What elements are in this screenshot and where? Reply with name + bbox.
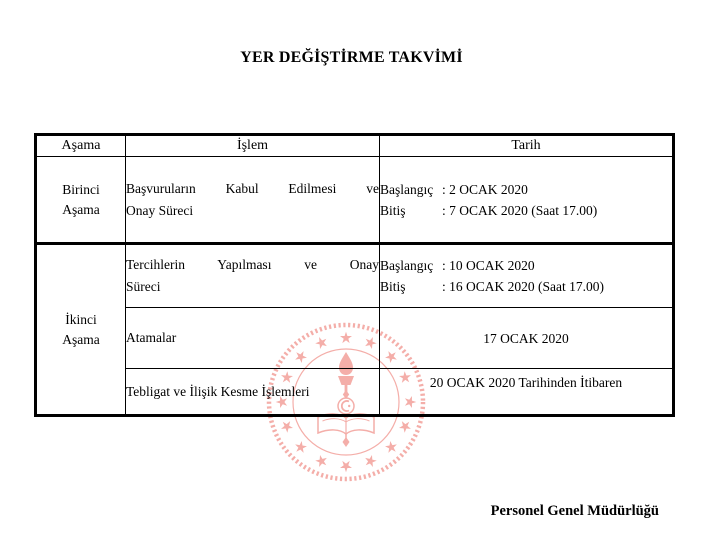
stage1-label-cell: [36, 157, 126, 244]
stage1-start-date: [380, 179, 672, 200]
date-label: Bitiş: [380, 279, 406, 294]
date-label: Başlangıç: [380, 181, 434, 197]
signature: Personel Genel Müdürlüğü: [490, 503, 659, 519]
date-label: Bitiş: [380, 202, 406, 218]
stage1-process-line1: Başvuruların Kabul Edilmesi ve: [126, 180, 379, 196]
date-value: 7 OCAK 2020 (Saat 17.00): [449, 202, 598, 218]
stage2-process1-line1: Tercihlerin Yapılması ve Onay: [126, 257, 379, 272]
stage1-label-line1: Birinci: [62, 181, 100, 197]
stage2-label-line1: İkinci: [65, 311, 97, 327]
date-value: 2 OCAK 2020: [449, 181, 528, 197]
date-separator: :: [442, 258, 446, 273]
column-header-stage: Aşama: [36, 135, 126, 157]
table-row-stage2-choices: [36, 244, 674, 308]
relocation-schedule-table: [34, 133, 675, 417]
date-separator: :: [442, 202, 446, 218]
table-row-stage1: [36, 157, 674, 244]
stage1-process-line2: Onay Süreci: [126, 202, 194, 218]
stage2-process-cell-1: [126, 244, 380, 308]
table-header-row: [36, 135, 674, 157]
date-value: 10 OCAK 2020: [449, 258, 535, 273]
stage2-label-cell: [36, 244, 126, 416]
page-title: YER DEĞİŞTİRME TAKVİMİ: [240, 49, 463, 66]
date-separator: :: [442, 181, 446, 197]
table-row-stage2-notification: [36, 369, 674, 416]
stage2-label-line2: Aşama: [62, 331, 100, 347]
appointments-date-cell: 17 OCAK 2020: [380, 308, 674, 369]
column-header-date: Tarih: [380, 135, 674, 157]
date-value: 16 OCAK 2020 (Saat 17.00): [449, 279, 605, 294]
stage2-start-date: [380, 255, 672, 276]
table-row-stage2-appointments: [36, 308, 674, 369]
date-separator: :: [442, 279, 446, 294]
stage1-process-cell: [126, 157, 380, 244]
date-label: Başlangıç: [380, 258, 434, 273]
stage2-date-cell-1: [380, 244, 674, 308]
stage1-end-date: [380, 200, 672, 221]
notification-date-cell: 20 OCAK 2020 Tarihinden İtibaren: [380, 369, 674, 416]
stage1-label-line2: Aşama: [62, 201, 100, 217]
stage2-end-date: [380, 276, 672, 297]
notification-process-cell: Tebligat ve İlişik Kesme İşlemleri: [126, 369, 380, 416]
column-header-process: İşlem: [126, 135, 380, 157]
appointments-process-cell: Atamalar: [126, 308, 380, 369]
stage2-process1-line2: Süreci: [126, 279, 161, 294]
stand-diamond: [343, 437, 350, 447]
stage1-date-cell: [380, 157, 674, 244]
